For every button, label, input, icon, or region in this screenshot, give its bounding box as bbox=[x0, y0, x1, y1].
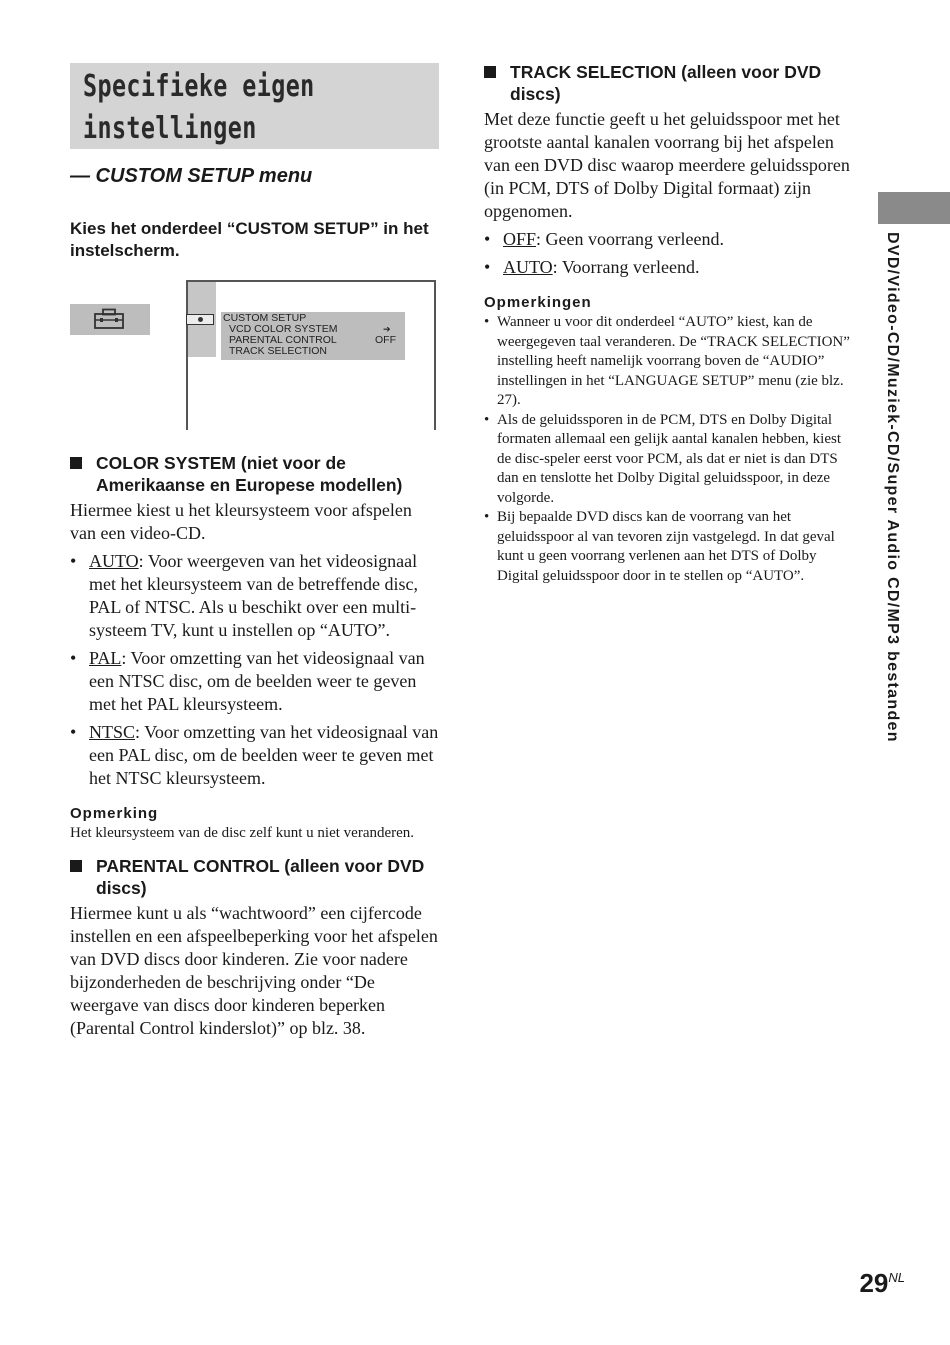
square-bullet-icon bbox=[484, 66, 496, 78]
osd-menu-title: CUSTOM SETUP bbox=[223, 312, 307, 324]
parental-control-body: Hiermee kunt u als “wachtwoord” een cijfercode instellen en een afspeelbeperking voor het afspelen van DVD discs door kinderen. Zie voor nadere bijzonderheden de beschrijving onder “De weergave van discs door kinderen beperken (Parental Control kinderslot)” op blz. 38. bbox=[70, 902, 438, 1038]
note-text: Het kleursysteem van de disc zelf kunt u niet veranderen. bbox=[70, 825, 415, 841]
toolbox-icon bbox=[93, 308, 125, 330]
page-number-suffix: NL bbox=[888, 1270, 905, 1285]
notes-heading: Opmerkingen bbox=[484, 294, 592, 311]
list-item: • OFF: Geen voorrang verleend. bbox=[484, 229, 724, 249]
osd-menu-panel bbox=[221, 312, 405, 360]
note-item: • Wanneer u voor dit onderdeel “AUTO” kiest, kan de weergegeven taal veranderen. De “TRACK SELECTION” instelling heeft namelijk voorrang boven de “AUDIO” instellingen in het “LANGUAGE SETUP” menu (zie blz. 27). bbox=[484, 314, 850, 408]
square-bullet-icon bbox=[70, 457, 82, 469]
osd-item: VCD COLOR SYSTEM bbox=[229, 323, 338, 335]
osd-item: TRACK SELECTION bbox=[229, 345, 328, 357]
track-selection-body: Met deze functie geeft u het geluidsspoor met het grootste aantal kanalen voorrang bij het afspelen van een DVD disc waarop meerdere geluidssporen (in PCM, DTS of Dolby Digital formaat) zijn opgenomen. bbox=[484, 109, 850, 221]
note-item: • Als de geluidssporen in de PCM, DTS en Dolby Digital formaten allemaal een gelijk aantal kanalen hebben, kiest de disc-speler eerst voor PCM, als dat er niet is dan DTS dan en tenslotte het Dolby Digital geluidsspoor, in deze volgorde. bbox=[484, 411, 842, 506]
square-bullet-icon bbox=[70, 860, 82, 872]
left-column bbox=[70, 452, 442, 1040]
osd-illustration bbox=[70, 280, 440, 432]
osd-icon-panel bbox=[70, 304, 150, 335]
list-item: • AUTO: Voorrang verleend. bbox=[484, 257, 700, 277]
color-system-heading: COLOR SYSTEM (niet voor de Amerikaanse en Europese modellen) bbox=[70, 452, 442, 496]
osd-cursor bbox=[186, 314, 214, 325]
note-heading: Opmerking bbox=[70, 805, 159, 822]
page-title-line-1: Specifieke eigen bbox=[83, 69, 315, 104]
osd-arrow-icon: ➔ bbox=[383, 324, 391, 334]
osd-value: OFF bbox=[375, 334, 396, 346]
page-title-line-2: instellingen bbox=[83, 111, 257, 146]
list-item: • NTSC: Voor omzetting van het videosignaal van een PAL disc, om de beelden weer te geven met het NTSC kleursysteem. bbox=[70, 722, 439, 788]
page-title-box bbox=[70, 63, 439, 149]
side-tab-label: DVD/Video-CD/Muziek-CD/Super Audio CD/MP3 bestanden bbox=[884, 232, 901, 743]
page-subtitle: — CUSTOM SETUP menu bbox=[70, 165, 313, 187]
parental-control-heading: PARENTAL CONTROL (alleen voor DVD discs) bbox=[70, 855, 442, 899]
list-item: • PAL: Voor omzetting van het videosignaal van een NTSC disc, om de beelden weer te geven met het PAL kleursysteem. bbox=[70, 648, 425, 714]
right-column bbox=[484, 61, 854, 586]
note-item: • Bij bepaalde DVD discs kan de voorrang van het geluidsspoor al van tevoren zijn vastgelegd. In dat geval kunt u geen voorrang verlenen aan het DTS of Dolby Digital geluidsspoor door in te stellen op “AUTO”. bbox=[484, 509, 835, 584]
track-selection-heading: TRACK SELECTION (alleen voor DVD discs) bbox=[484, 61, 854, 105]
intro-instruction: Kies het onderdeel “CUSTOM SETUP” in het instelscherm. bbox=[70, 219, 429, 260]
side-tab-marker bbox=[878, 192, 950, 224]
color-system-body: Hiermee kiest u het kleursysteem voor afspelen van een video-CD. bbox=[70, 500, 412, 543]
list-item: • AUTO: Voor weergeven van het videosignaal met het kleursysteem van de betreffende disc, PAL of NTSC. Als u beschikt over een multi-systeem TV, kunt u instellen op “AUTO”. bbox=[70, 551, 419, 640]
page-number: $29^{NL}$ bbox=[859, 1268, 905, 1298]
osd-item: PARENTAL CONTROL bbox=[229, 334, 337, 346]
